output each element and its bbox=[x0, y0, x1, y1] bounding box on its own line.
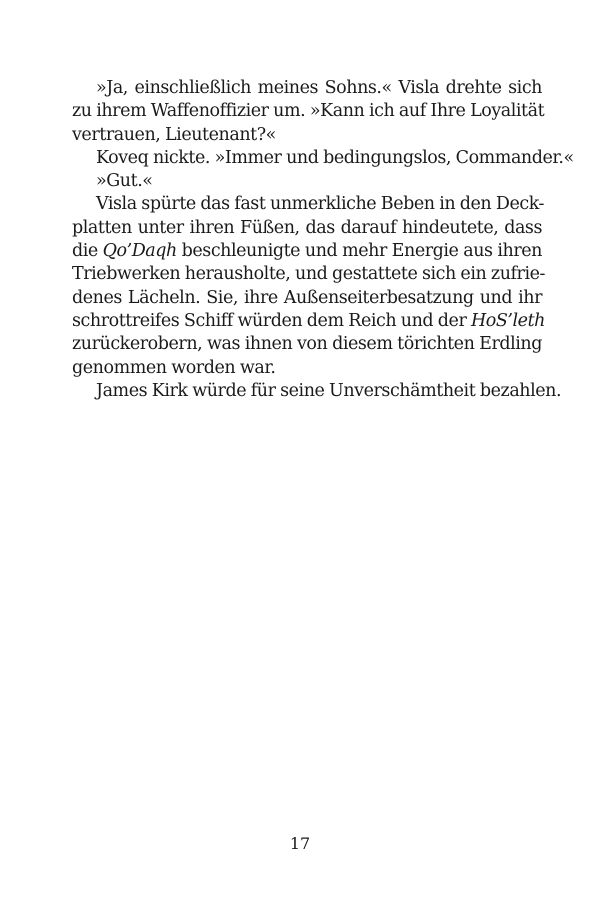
ship-name: HoS’leth bbox=[470, 310, 545, 331]
text-line: Triebwerken herausholte, und gestattete sich ein zufrie- bbox=[72, 264, 545, 285]
ship-name: Qo’Daqh bbox=[102, 241, 177, 262]
text-line: platten unter ihren Füßen, das darauf hindeutete, dass bbox=[72, 217, 542, 238]
text-line: Koveq nickte. »Immer und bedingungslos, Commander.« bbox=[96, 147, 574, 168]
text-line: »Gut.« bbox=[96, 171, 153, 192]
text-line: zu ihrem Waffenoffizier um. »Kann ich auf Ihre Loyalität bbox=[72, 101, 545, 122]
text-segment: beschleunigte und mehr Energie aus ihren bbox=[176, 241, 542, 262]
text-line: denes Lächeln. Sie, ihre Außenseiterbesatzung und ihr bbox=[72, 287, 542, 308]
text-line: »Ja, einschließlich meines Sohns.« Visla drehte sich bbox=[96, 78, 542, 98]
text-segment: die bbox=[72, 241, 103, 262]
text-line: James Kirk würde für seine Unverschämtheit bezahlen. bbox=[96, 380, 562, 401]
text-line bbox=[72, 310, 545, 333]
text-line: genommen worden war. bbox=[72, 357, 276, 378]
text-line: Visla spürte das fast unmerkliche Beben in den Deck- bbox=[96, 194, 545, 215]
text-segment: schrottreifes Schiff würden dem Reich und der bbox=[72, 310, 471, 331]
text-line bbox=[72, 240, 542, 263]
text-line: zurückerobern, was ihnen von diesem törichten Erdling bbox=[72, 334, 542, 355]
page-number: 17 bbox=[289, 834, 311, 853]
text-line: vertrauen, Lieutenant?« bbox=[72, 124, 276, 145]
body-text bbox=[72, 77, 574, 403]
